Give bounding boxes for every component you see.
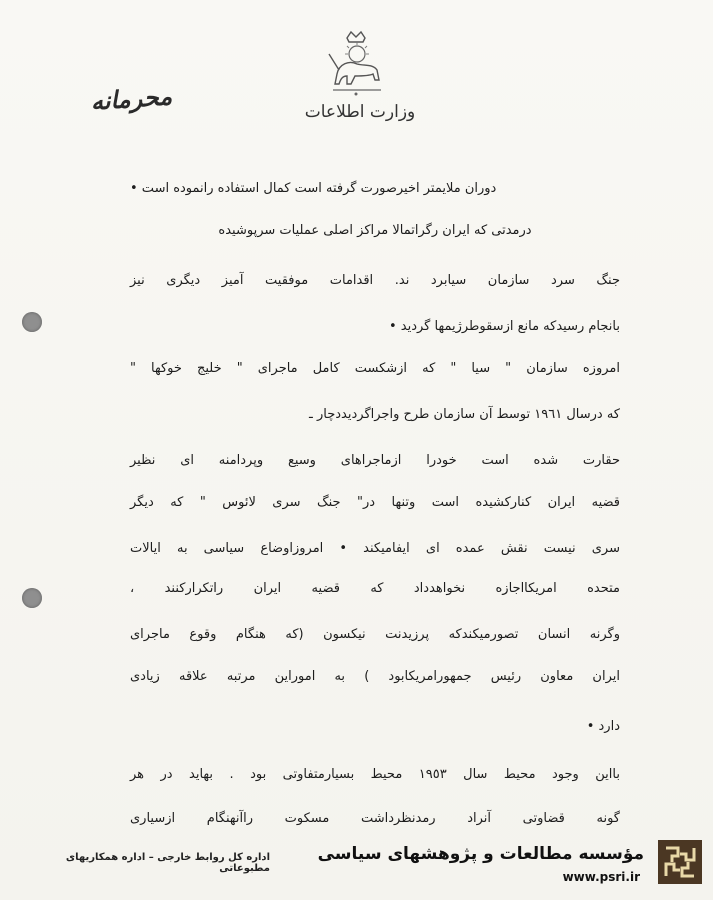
- body-line: بانجام رسیدکه مانع ازسقوطرژیمها گردید •: [388, 319, 620, 334]
- institute-watermark: [317, 838, 706, 890]
- body-line: بااین وجود محیط سال ١٩٥٣ محیط بسیارمتفاوتی بود . بهاید در هر: [130, 767, 620, 782]
- body-line: سری نیست نقش عمده ای ایفامیکند • امروزاوضاع سیاسی به ایالات: [130, 541, 620, 556]
- classification-stamp: محرمانه: [89, 81, 173, 116]
- body-line: وگرنه انسان تصورمیکندکه پرزیدنت نیکسون (که هنگام وقوع ماجرای: [130, 627, 620, 642]
- institute-url: www.psri.ir: [562, 870, 640, 884]
- body-line: گونه قضاوتی آنراد رمدنظرداشت مسکوت راآنهنگام ازسیاری: [130, 811, 620, 826]
- body-line: دارد •: [586, 719, 620, 734]
- body-line: درمدتی که ایران رگراتمالا مراکز اصلی عملیات سرپوشیده: [218, 223, 532, 238]
- body-line: امروزه سازمان " سیا " که ازشکست کامل ماجرای " خلیج خوکها ": [130, 361, 620, 376]
- institute-logo-icon: [658, 840, 702, 884]
- body-line: متحده امریکااجازه نخواهدداد که قضیه ایران راتکرارکنند ،: [130, 581, 620, 596]
- body-line: قضیه ایران کنارکشیده است وتنها در" جنگ سری لائوس " که دیگر: [130, 495, 620, 510]
- lion-and-sun-emblem-icon: [325, 30, 387, 100]
- footer-department: اداره کل روابط خارجی – اداره همکاریهای مطبوعاتی: [65, 852, 270, 874]
- body-line: دوران ملایمتر اخیرصورت گرفته است کمال استفاده رانموده است •: [130, 181, 497, 196]
- ministry-heading: وزارت اطلاعات: [304, 102, 416, 122]
- punch-hole-bottom: [22, 588, 42, 608]
- body-line: جنگ سرد سازمان سیابرد ند. اقدامات موفقیت آمیز دیگری نیز: [130, 273, 620, 288]
- institute-name: مؤسسه مطالعات و پژوهشهای سیاسی: [317, 844, 644, 864]
- punch-hole-top: [22, 312, 42, 332]
- body-line: که درسال ١٩٦١ توسط آن سازمان طرح واجراگردیددچار ـ: [309, 407, 620, 422]
- body-line: ایران معاون رئیس جمهورامریکابود ) به اموراین مرتبه علاقه زیادی: [130, 669, 620, 684]
- body-line: حقارت شده است خودرا ازماجراهای وسیع وپردامنه ای نظیر: [130, 453, 620, 468]
